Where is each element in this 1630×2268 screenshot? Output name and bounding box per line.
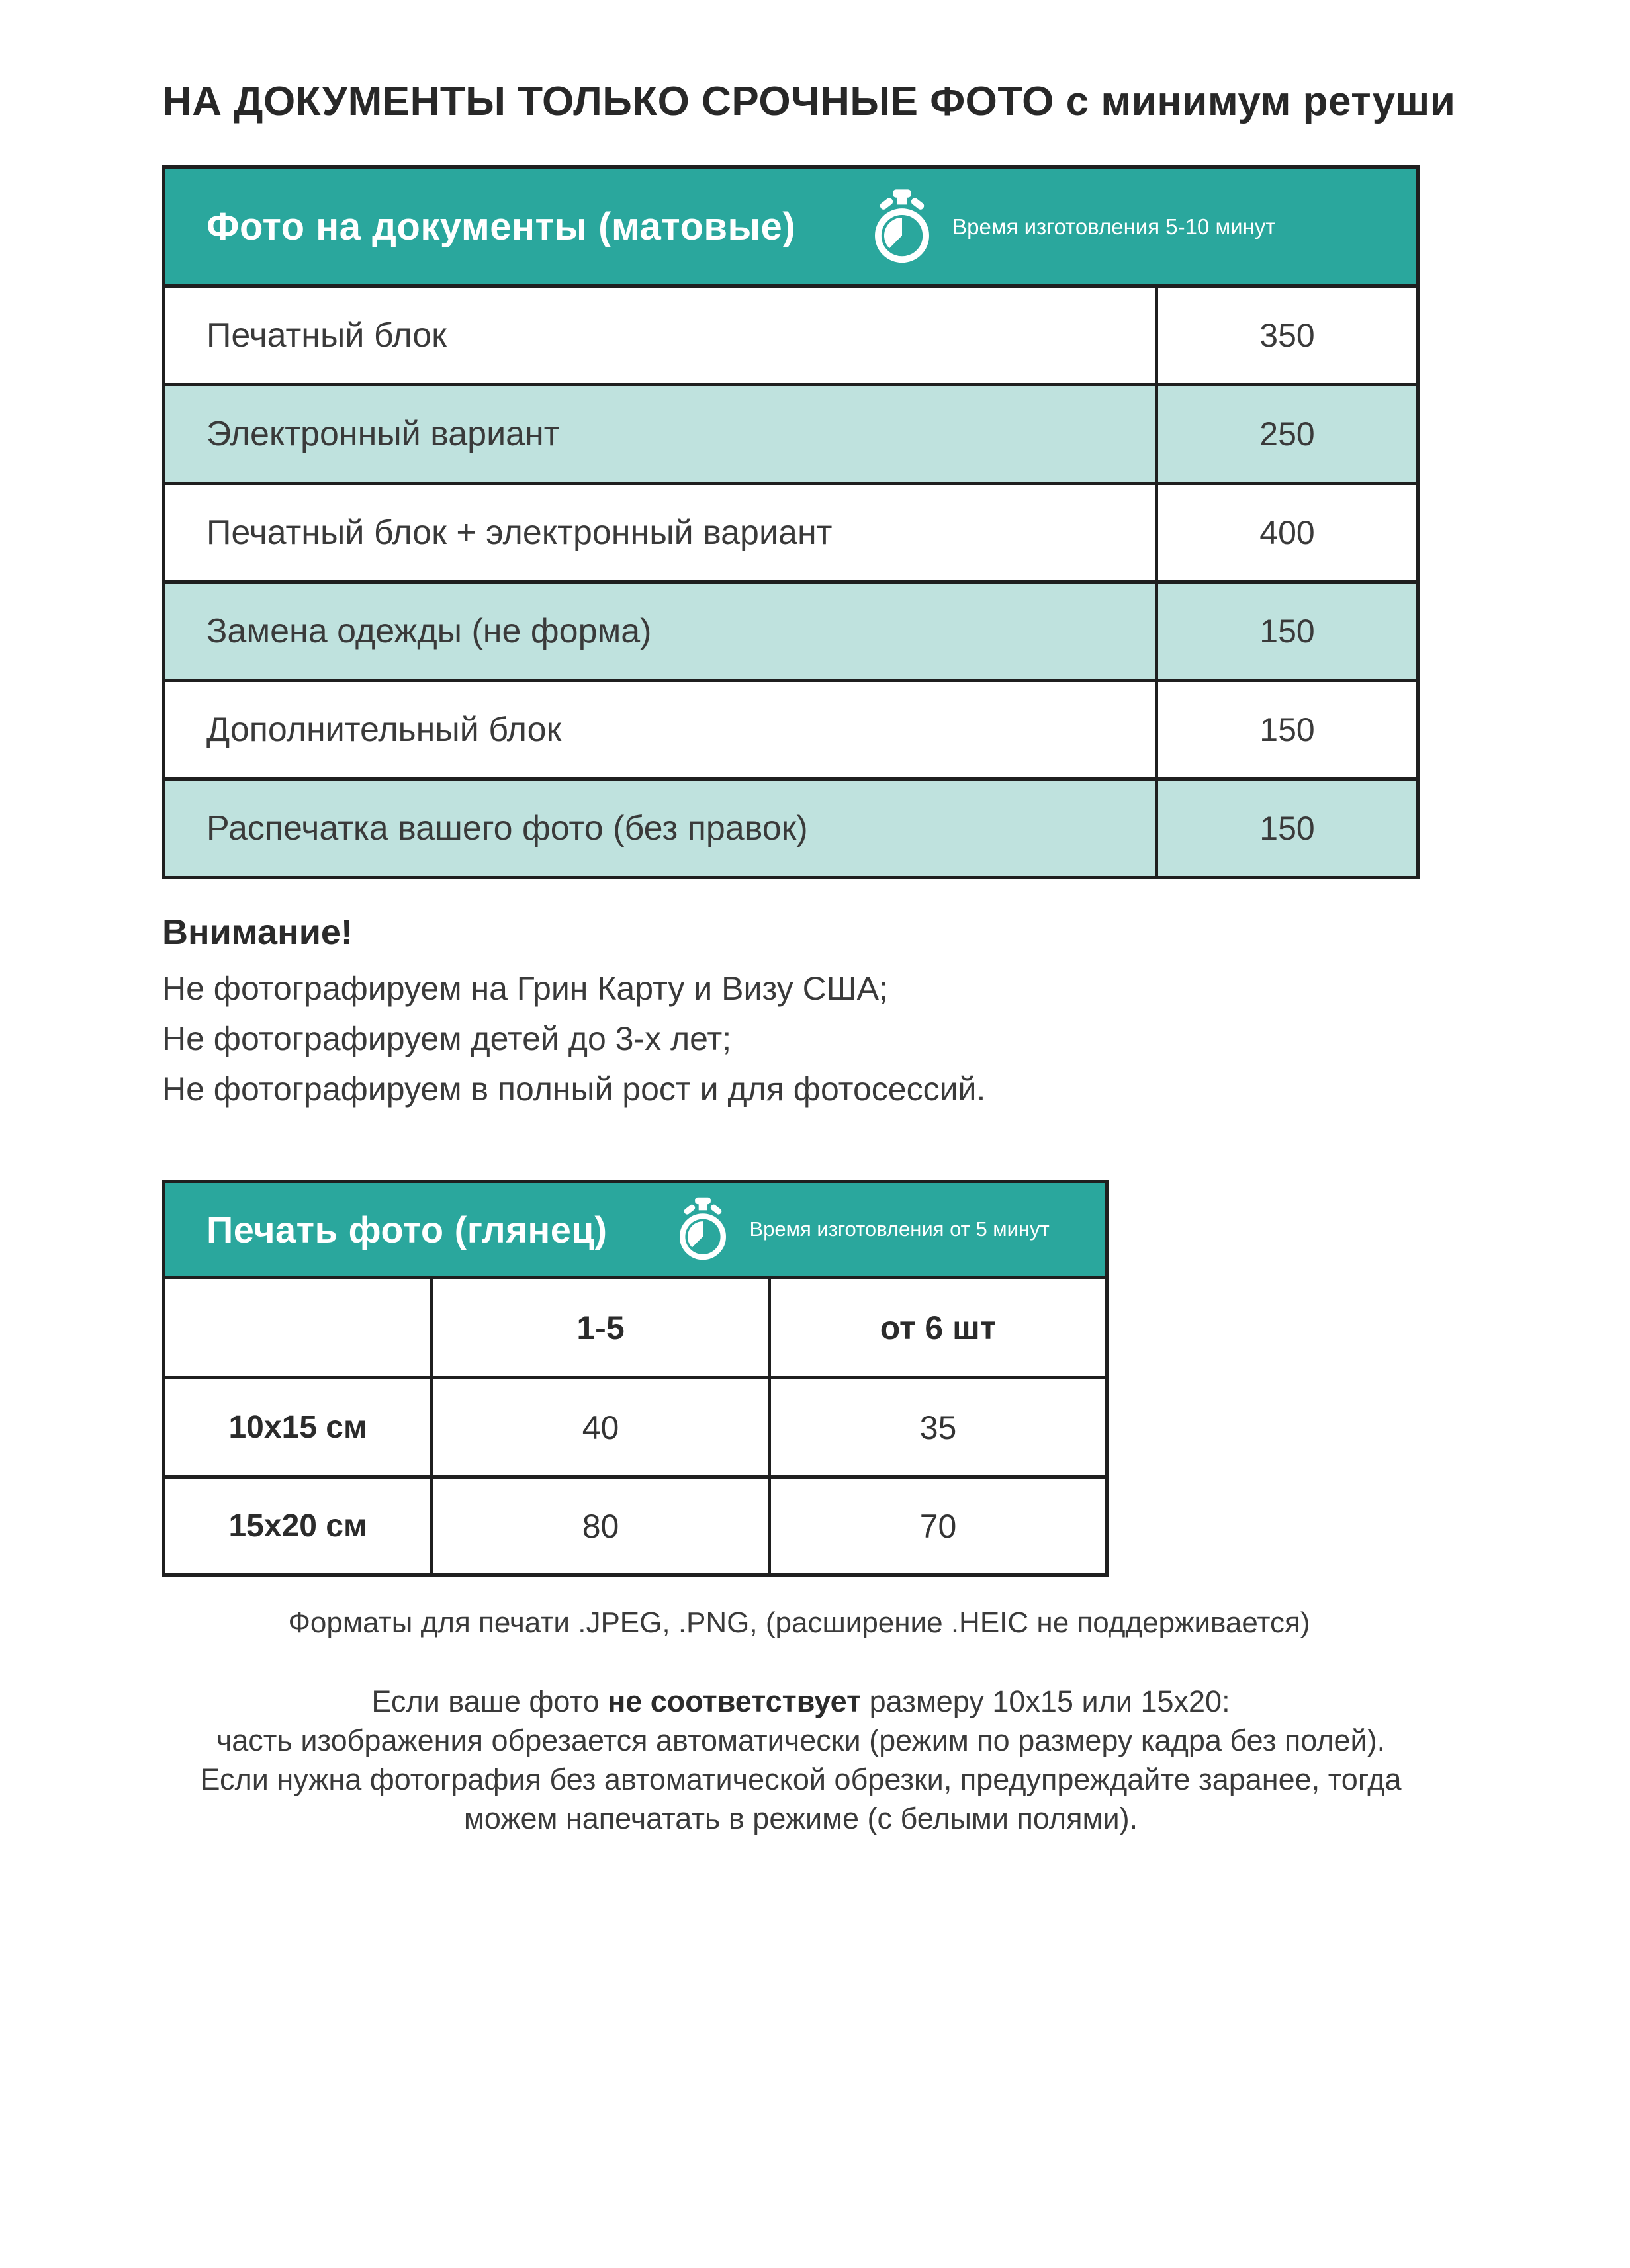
row-price: 400 bbox=[1155, 485, 1416, 580]
row-label: Дополнительный блок bbox=[206, 711, 562, 749]
row-price: 250 bbox=[1155, 386, 1416, 482]
row-price: 150 bbox=[1155, 781, 1416, 876]
doc-photos-table-header bbox=[165, 169, 1416, 288]
crop-note-line: можем напечатать в режиме (с белыми полями). bbox=[463, 1802, 1138, 1835]
row-value: 40 bbox=[433, 1379, 771, 1475]
column-header-1-5: 1-5 bbox=[433, 1279, 771, 1376]
row-label: Печатный блок bbox=[206, 316, 447, 355]
print-photos-table-title: Печать фото (глянец) bbox=[206, 1208, 608, 1250]
table-row bbox=[165, 682, 1416, 781]
print-photos-table bbox=[162, 1180, 1109, 1577]
crop-note bbox=[79, 1682, 1522, 1838]
row-label: Печатный блок + электронный вариант bbox=[206, 513, 833, 552]
doc-photos-table bbox=[162, 165, 1420, 879]
crop-note-text: Если ваше фото bbox=[371, 1684, 608, 1718]
doc-photos-table-title: Фото на документы (матовые) bbox=[206, 205, 796, 248]
attention-heading: Внимание! bbox=[162, 912, 353, 952]
table-row bbox=[165, 386, 1416, 485]
row-label: Распечатка вашего фото (без правок) bbox=[206, 809, 808, 848]
attention-line: Не фотографируем в полный рост и для фотосессий. bbox=[162, 1070, 986, 1108]
crop-note-line: часть изображения обрезается автоматически (режим по размеру кадра без полей). bbox=[216, 1723, 1386, 1757]
stopwatch-icon bbox=[680, 1196, 726, 1262]
row-value: 80 bbox=[433, 1479, 771, 1573]
formats-note: Форматы для печати .JPEG, .PNG, (расширение .HEIC не поддерживается) bbox=[288, 1606, 1310, 1639]
table-row bbox=[165, 1379, 1105, 1479]
attention-line: Не фотографируем детей до 3-х лет; bbox=[162, 1020, 732, 1057]
table-row bbox=[165, 288, 1416, 386]
column-header-empty bbox=[165, 1279, 433, 1376]
crop-note-text: размеру 10х15 или 15х20: bbox=[861, 1684, 1230, 1718]
stopwatch-icon bbox=[875, 188, 929, 266]
table-row bbox=[165, 781, 1416, 876]
page-title: НА ДОКУМЕНТЫ ТОЛЬКО СРОЧНЫЕ ФОТО с минимум ретуши bbox=[162, 79, 1456, 124]
print-photos-table-header bbox=[165, 1183, 1105, 1279]
doc-photos-timer-caption: Время изготовления 5-10 минут bbox=[952, 214, 1276, 239]
row-price: 350 bbox=[1155, 288, 1416, 383]
table-row bbox=[165, 584, 1416, 682]
row-price: 150 bbox=[1155, 682, 1416, 777]
table-row bbox=[165, 1479, 1105, 1573]
column-header-6plus: от 6 шт bbox=[880, 1309, 997, 1346]
print-photos-timer-caption: Время изготовления от 5 минут bbox=[749, 1217, 1050, 1241]
crop-note-line bbox=[79, 1682, 1522, 1721]
row-value: 35 bbox=[919, 1409, 957, 1446]
row-label: Электронный вариант bbox=[206, 415, 560, 453]
row-price: 150 bbox=[1155, 584, 1416, 679]
crop-note-line: Если нужна фотография без автоматической обрезки, предупреждайте заранее, тогда bbox=[200, 1763, 1402, 1796]
row-value: 70 bbox=[919, 1507, 957, 1545]
table-header-row bbox=[165, 1279, 1105, 1379]
attention-block bbox=[162, 912, 985, 1114]
row-label: 10х15 см bbox=[165, 1379, 433, 1475]
crop-note-bold: не соответствует bbox=[608, 1684, 862, 1718]
row-label: 15х20 см bbox=[165, 1479, 433, 1573]
row-label: Замена одежды (не форма) bbox=[206, 612, 652, 650]
attention-line: Не фотографируем на Грин Карту и Визу США; bbox=[162, 970, 888, 1007]
table-row bbox=[165, 485, 1416, 584]
